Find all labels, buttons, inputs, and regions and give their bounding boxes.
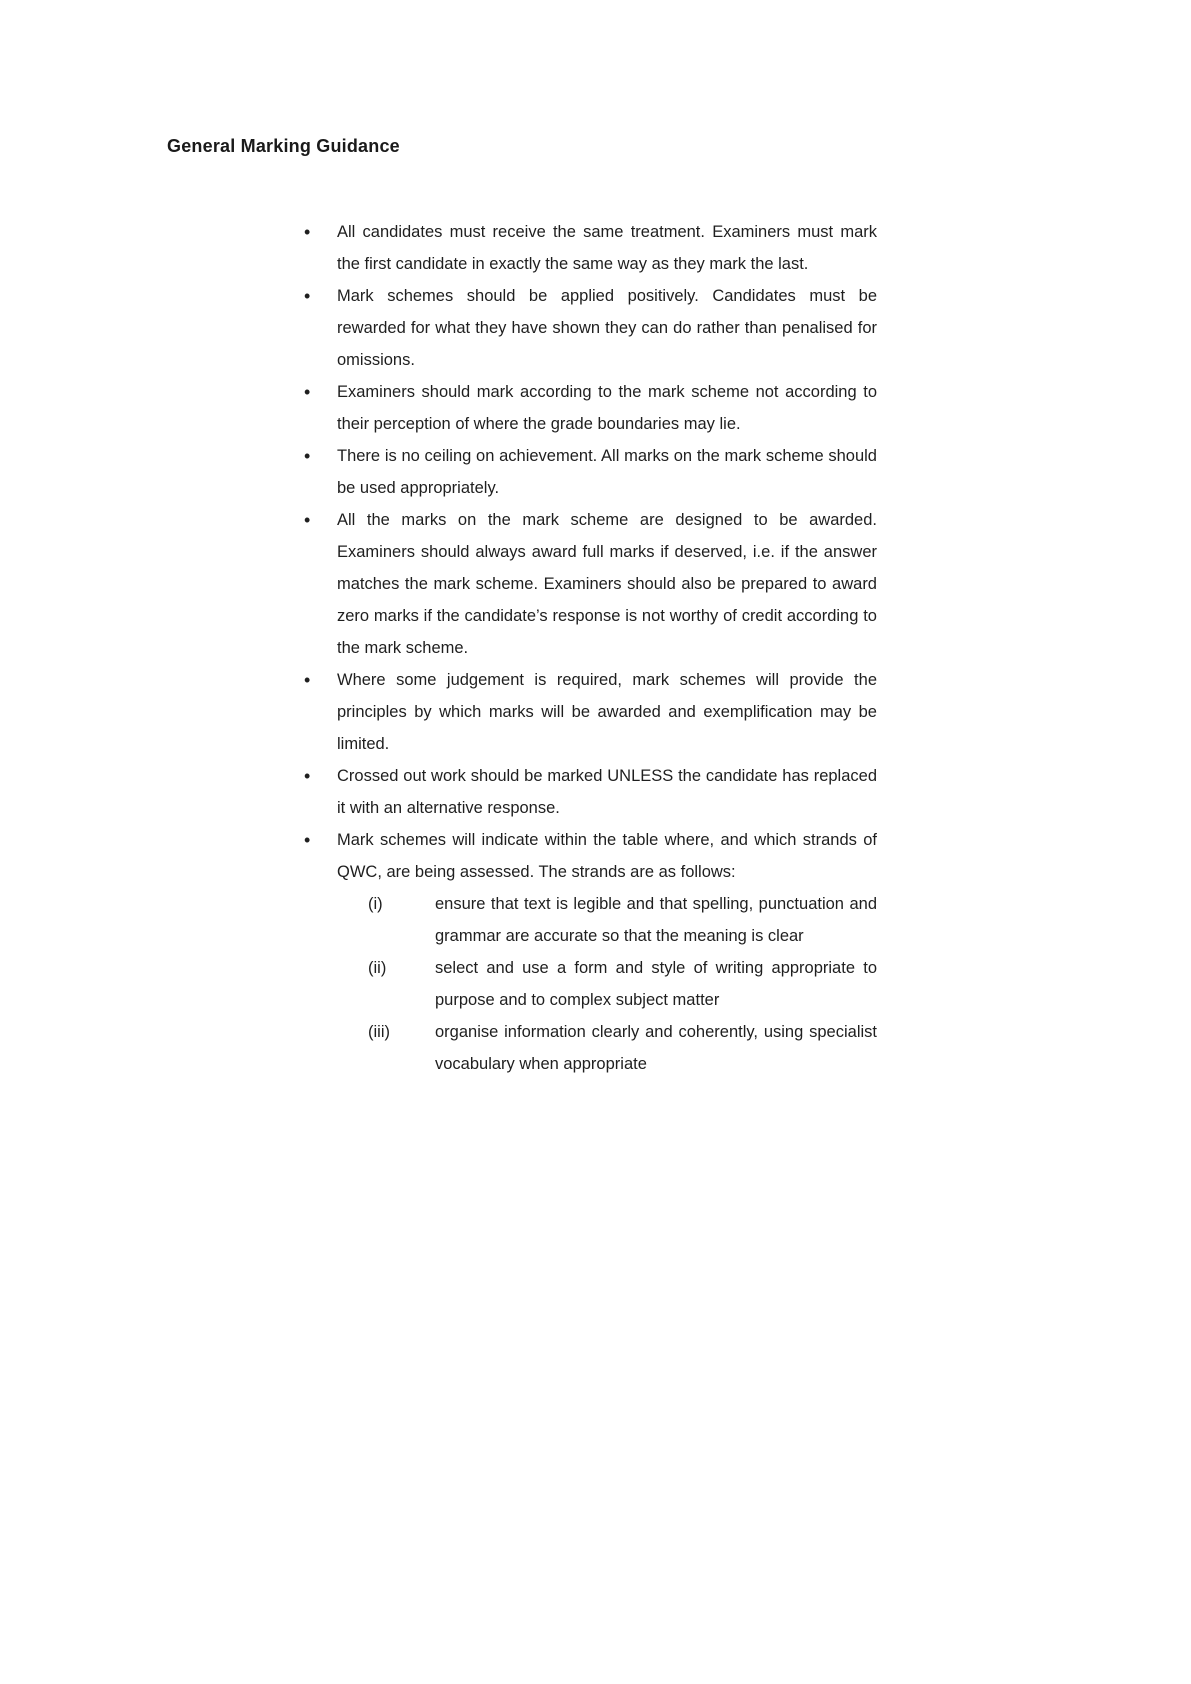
bullet-text: Crossed out work should be marked UNLESS the candidate has replaced it with an alternative response. xyxy=(337,767,877,817)
bullet-text: Mark schemes will indicate within the table where, and which strands of QWC, are being assessed. The strands are as follows: xyxy=(337,831,877,881)
qwc-strand-text: ensure that text is legible and that spelling, punctuation and grammar are accurate so that the meaning is clear xyxy=(435,895,877,945)
bullet-text: All candidates must receive the same treatment. Examiners must mark the first candidate in exactly the same way as they mark the last. xyxy=(337,223,877,273)
list-item xyxy=(337,440,877,504)
bullet-text: There is no ceiling on achievement. All marks on the mark scheme should be used appropriately. xyxy=(337,447,877,497)
qwc-strand-text: select and use a form and style of writing appropriate to purpose and to complex subject matter xyxy=(435,959,877,1009)
list-item xyxy=(337,376,877,440)
qwc-strands-list xyxy=(368,888,877,1080)
qwc-strand-item xyxy=(368,1016,877,1080)
bullet-text: Examiners should mark according to the mark scheme not according to their perception of where the grade boundaries may lie. xyxy=(337,383,877,433)
guidance-bullet-list xyxy=(337,216,877,1080)
qwc-strand-item xyxy=(368,952,877,1016)
qwc-strand-label: (iii) xyxy=(368,1023,390,1041)
page-title: General Marking Guidance xyxy=(167,136,400,156)
list-item xyxy=(337,216,877,280)
bullet-text: Mark schemes should be applied positively. Candidates must be rewarded for what they have shown they can do rather than penalised for omissions. xyxy=(337,287,877,369)
qwc-strand-label: (ii) xyxy=(368,959,387,977)
qwc-strand-text: organise information clearly and coherently, using specialist vocabulary when appropriate xyxy=(435,1023,877,1073)
qwc-strand-label: (i) xyxy=(368,895,383,913)
list-item xyxy=(337,664,877,760)
list-item xyxy=(337,504,877,664)
list-item xyxy=(337,824,877,1080)
list-item xyxy=(337,280,877,376)
qwc-strand-item xyxy=(368,888,877,952)
bullet-text: Where some judgement is required, mark schemes will provide the principles by which marks will be awarded and exemplification may be limited. xyxy=(337,671,877,753)
bullet-text: All the marks on the mark scheme are designed to be awarded. Examiners should always award full marks if deserved, i.e. if the answer matches the mark scheme. Examiners should also be prepared to award zero marks if the candidate’s response is not worthy of credit according to the mark scheme. xyxy=(337,511,877,657)
list-item xyxy=(337,760,877,824)
